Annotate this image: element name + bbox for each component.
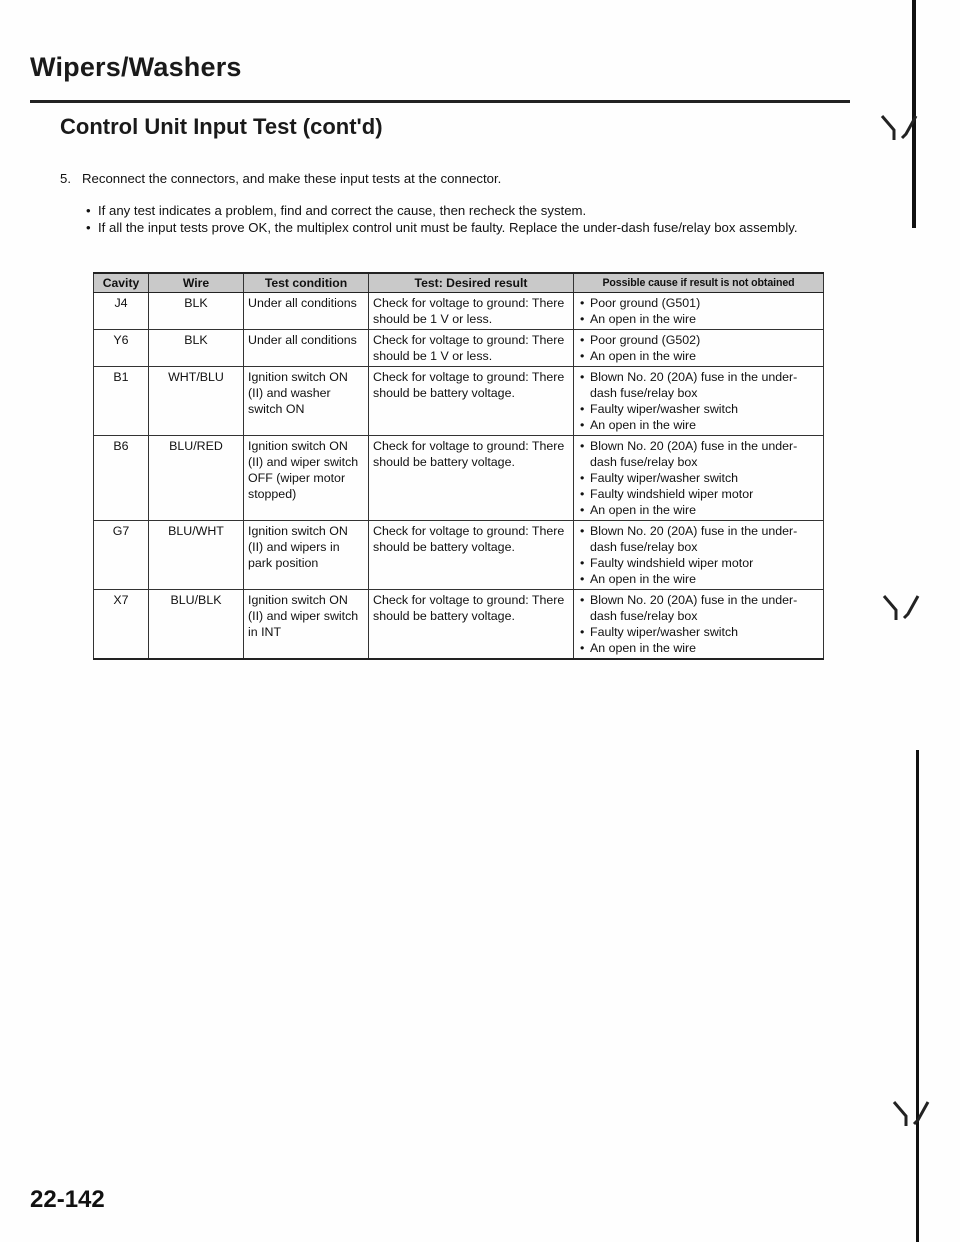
cell-cavity: B6 bbox=[94, 436, 149, 521]
cell-possible-causes bbox=[574, 521, 824, 590]
cell-test-condition: Under all conditions bbox=[244, 293, 369, 330]
cell-possible-causes bbox=[574, 590, 824, 660]
cell-desired-result: Check for voltage to ground: There should be 1 V or less. bbox=[369, 293, 574, 330]
bullet-dot: • bbox=[580, 625, 585, 639]
cause-item bbox=[578, 348, 819, 364]
cause-item bbox=[578, 295, 819, 311]
bullet-dot: • bbox=[580, 503, 585, 517]
bullet-dot: • bbox=[580, 418, 585, 432]
cause-text: Blown No. 20 (20A) fuse in the under-dash fuse/relay box bbox=[590, 370, 798, 400]
header-test-condition: Test condition bbox=[244, 273, 369, 293]
binding-edge-line bbox=[916, 750, 919, 1242]
cause-item bbox=[578, 555, 819, 571]
header-wire: Wire bbox=[149, 273, 244, 293]
cell-wire: BLK bbox=[149, 293, 244, 330]
bullet-dot: • bbox=[580, 349, 585, 363]
cause-item bbox=[578, 502, 819, 518]
table-row bbox=[94, 590, 824, 660]
cell-wire: BLU/BLK bbox=[149, 590, 244, 660]
cause-text: Faulty windshield wiper motor bbox=[590, 487, 754, 501]
bullet-dot: • bbox=[580, 439, 585, 453]
cause-item bbox=[578, 311, 819, 327]
cause-item bbox=[578, 470, 819, 486]
table-row bbox=[94, 436, 824, 521]
cause-text: Blown No. 20 (20A) fuse in the under-dash fuse/relay box bbox=[590, 439, 798, 469]
header-desired-result: Test: Desired result bbox=[369, 273, 574, 293]
section-title: Control Unit Input Test (cont'd) bbox=[60, 114, 383, 139]
cell-desired-result: Check for voltage to ground: There should be battery voltage. bbox=[369, 436, 574, 521]
cause-text: An open in the wire bbox=[590, 641, 697, 655]
bullet-dot: • bbox=[580, 593, 585, 607]
cause-text: Blown No. 20 (20A) fuse in the under-dash fuse/relay box bbox=[590, 593, 798, 623]
table-row bbox=[94, 330, 824, 367]
cell-wire: BLU/RED bbox=[149, 436, 244, 521]
cell-wire: WHT/BLU bbox=[149, 367, 244, 436]
cause-item bbox=[578, 486, 819, 502]
step-number: 5. bbox=[60, 171, 71, 186]
bullet-dot: • bbox=[580, 572, 585, 586]
cause-list bbox=[578, 523, 819, 587]
cause-list bbox=[578, 592, 819, 656]
bullet-dot: • bbox=[580, 471, 585, 485]
cell-test-condition: Under all conditions bbox=[244, 330, 369, 367]
table-row bbox=[94, 521, 824, 590]
cell-possible-causes bbox=[574, 436, 824, 521]
cause-item bbox=[578, 369, 819, 401]
cause-list bbox=[578, 438, 819, 518]
cause-text: Blown No. 20 (20A) fuse in the under-dash fuse/relay box bbox=[590, 524, 798, 554]
cell-cavity: Y6 bbox=[94, 330, 149, 367]
cause-item bbox=[578, 438, 819, 470]
note-text: If all the input tests prove OK, the multiplex control unit must be faulty. Replace the under-dash fuse/relay box assembly. bbox=[98, 220, 798, 235]
cell-test-condition: Ignition switch ON (II) and washer switch ON bbox=[244, 367, 369, 436]
cause-item bbox=[578, 640, 819, 656]
cell-test-condition: Ignition switch ON (II) and wiper switch in INT bbox=[244, 590, 369, 660]
cause-item bbox=[578, 592, 819, 624]
cause-text: Faulty wiper/washer switch bbox=[590, 471, 739, 485]
cause-text: Faulty wiper/washer switch bbox=[590, 402, 739, 416]
cause-item bbox=[578, 401, 819, 417]
bullet-dot: • bbox=[580, 402, 585, 416]
cell-desired-result: Check for voltage to ground: There should be battery voltage. bbox=[369, 367, 574, 436]
cell-cavity: X7 bbox=[94, 590, 149, 660]
cause-item bbox=[578, 571, 819, 587]
table-row bbox=[94, 367, 824, 436]
cell-cavity: G7 bbox=[94, 521, 149, 590]
bullet-dot: • bbox=[580, 556, 585, 570]
header-possible-cause: Possible cause if result is not obtained bbox=[574, 273, 824, 293]
corner-mark-icon bbox=[892, 1098, 932, 1134]
cause-item bbox=[578, 332, 819, 348]
cause-text: Faulty windshield wiper motor bbox=[590, 556, 754, 570]
page-number: 22-142 bbox=[30, 1186, 105, 1213]
cause-text: An open in the wire bbox=[590, 349, 697, 363]
cell-desired-result: Check for voltage to ground: There should be 1 V or less. bbox=[369, 330, 574, 367]
bullet-dot: • bbox=[580, 487, 585, 501]
note-bullets bbox=[84, 202, 844, 236]
cause-list bbox=[578, 295, 819, 327]
note-text: If any test indicates a problem, find and correct the cause, then recheck the system. bbox=[98, 203, 587, 218]
table-row bbox=[94, 293, 824, 330]
corner-mark-icon bbox=[882, 592, 922, 628]
bullet-dot: • bbox=[580, 641, 585, 655]
bullet-dot: • bbox=[86, 220, 91, 235]
cause-text: Faulty wiper/washer switch bbox=[590, 625, 739, 639]
cell-possible-causes bbox=[574, 367, 824, 436]
note-bullet bbox=[84, 202, 844, 219]
bullet-dot: • bbox=[86, 203, 91, 218]
cause-text: An open in the wire bbox=[590, 503, 697, 517]
cause-item bbox=[578, 624, 819, 640]
cell-possible-causes bbox=[574, 293, 824, 330]
corner-mark-icon bbox=[880, 112, 920, 148]
cell-cavity: B1 bbox=[94, 367, 149, 436]
note-bullet bbox=[84, 219, 844, 236]
cause-text: An open in the wire bbox=[590, 418, 697, 432]
step-text: Reconnect the connectors, and make these input tests at the connector. bbox=[82, 171, 502, 186]
bullet-dot: • bbox=[580, 312, 585, 326]
cause-text: Poor ground (G501) bbox=[590, 296, 701, 310]
title-rule bbox=[30, 100, 850, 103]
bullet-dot: • bbox=[580, 524, 585, 538]
cause-list bbox=[578, 332, 819, 364]
cause-text: An open in the wire bbox=[590, 312, 697, 326]
table-header-row bbox=[94, 273, 824, 293]
cell-wire: BLU/WHT bbox=[149, 521, 244, 590]
cell-possible-causes bbox=[574, 330, 824, 367]
cause-text: Poor ground (G502) bbox=[590, 333, 701, 347]
bullet-dot: • bbox=[580, 333, 585, 347]
cell-test-condition: Ignition switch ON (II) and wipers in park position bbox=[244, 521, 369, 590]
cell-desired-result: Check for voltage to ground: There should be battery voltage. bbox=[369, 590, 574, 660]
input-test-table bbox=[93, 272, 824, 660]
cause-list bbox=[578, 369, 819, 433]
cell-desired-result: Check for voltage to ground: There should be battery voltage. bbox=[369, 521, 574, 590]
page-title: Wipers/Washers bbox=[30, 52, 242, 82]
bullet-dot: • bbox=[580, 296, 585, 310]
cause-item bbox=[578, 523, 819, 555]
cause-item bbox=[578, 417, 819, 433]
cell-cavity: J4 bbox=[94, 293, 149, 330]
bullet-dot: • bbox=[580, 370, 585, 384]
cell-wire: BLK bbox=[149, 330, 244, 367]
cell-test-condition: Ignition switch ON (II) and wiper switch OFF (wiper motor stopped) bbox=[244, 436, 369, 521]
header-cavity: Cavity bbox=[94, 273, 149, 293]
cause-text: An open in the wire bbox=[590, 572, 697, 586]
